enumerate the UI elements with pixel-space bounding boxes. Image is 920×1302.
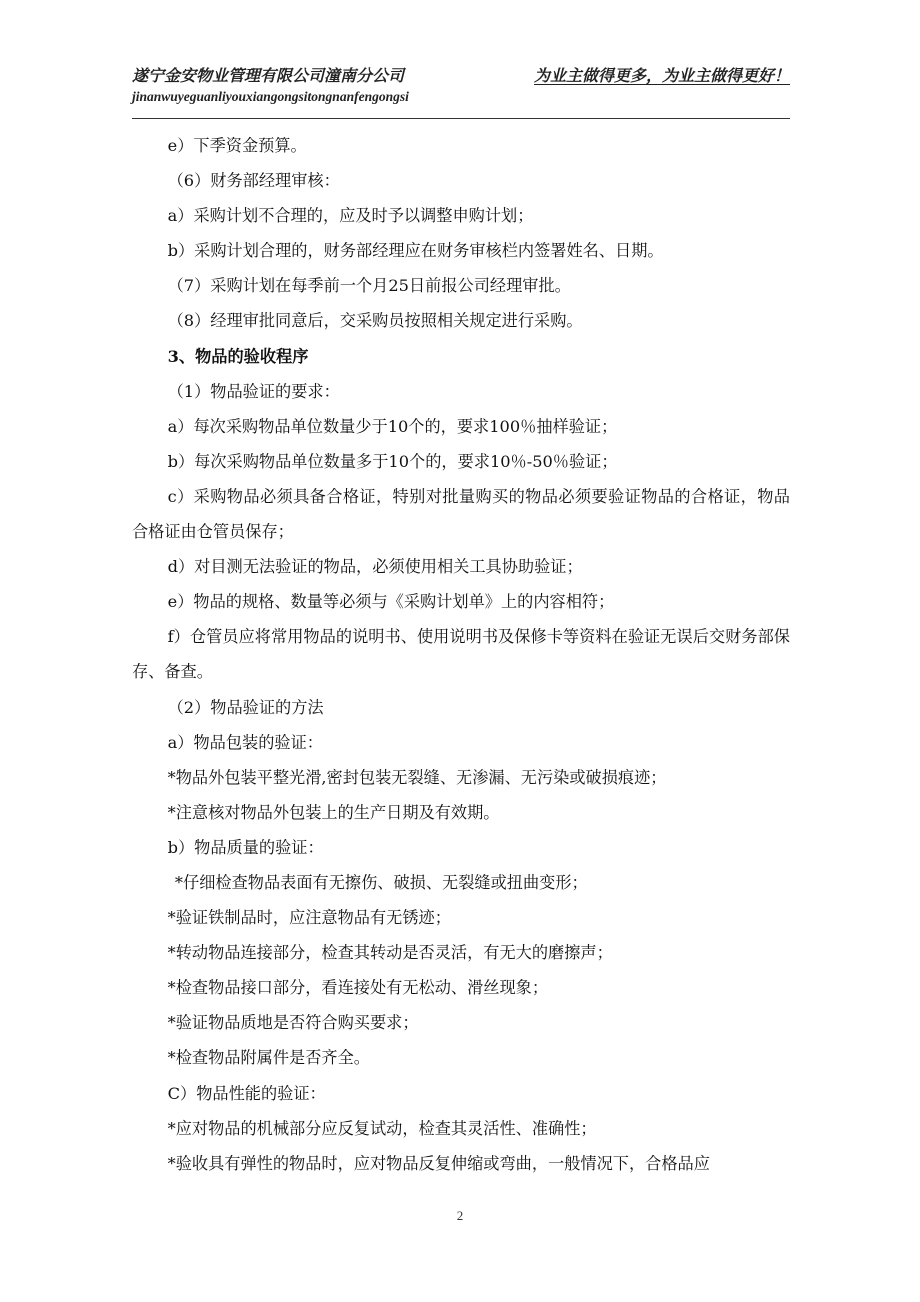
paragraph: a）每次采购物品单位数量少于10个的，要求100％抽样验证； [167, 416, 618, 436]
paragraph: b）采购计划合理的，财务部经理应在财务审核栏内签署姓名、日期。 [167, 241, 664, 261]
paragraph: c）采购物品必须具备合格证，特别对批量购买的物品必须要验证物品的合格证，物品合格证由仓管员保存； [132, 486, 790, 542]
paragraph: *验证物品质地是否符合购买要求； [167, 1013, 419, 1033]
paragraph: f）仓管员应将常用物品的说明书、使用说明书及保修卡等资料在验证无误后交财务部保存、备查。 [132, 627, 790, 682]
paragraph: *物品外包装平整光滑,密封包装无裂缝、无渗漏、无污染或破损痕迹； [167, 767, 667, 787]
paragraph: b）每次采购物品单位数量多于10个的，要求10％-50％验证； [167, 451, 618, 471]
paragraph: *应对物品的机械部分应反复试动，检查其灵活性、准确性； [167, 1118, 597, 1138]
paragraph: *检查物品接口部分，看连接处有无松动、滑丝现象； [167, 978, 549, 998]
document-body [132, 128, 790, 1181]
paragraph: C）物品性能的验证： [167, 1083, 326, 1103]
paragraph: （8）经理审批同意后，交采购员按照相关规定进行采购。 [167, 311, 583, 331]
header-company-name: 遂宁金安物业管理有限公司潼南分公司 [132, 66, 405, 85]
paragraph: a）物品包装的验证： [167, 732, 323, 752]
paragraph: （7）采购计划在每季前一个月25日前报公司经理审批。 [167, 276, 571, 296]
paragraph: （1）物品验证的要求： [167, 381, 340, 401]
paragraph: d）对目测无法验证的物品，必须使用相关工具协助验证； [167, 557, 583, 577]
paragraph: （6）财务部经理审核： [167, 171, 340, 191]
paragraph: e）下季资金预算。 [167, 136, 307, 155]
paragraph: e）物品的规格、数量等必须与《采购计划单》上的内容相符； [167, 592, 615, 612]
section-heading: 3、物品的验收程序 [167, 346, 309, 366]
paragraph: *检查物品附属件是否齐全。 [167, 1048, 370, 1068]
paragraph: *转动物品连接部分，检查其转动是否灵活，有无大的磨擦声； [167, 943, 613, 963]
paragraph: （2）物品验证的方法 [167, 697, 324, 717]
paragraph: *验证铁制品时，应注意物品有无锈迹； [167, 908, 451, 928]
paragraph: b）物品质量的验证： [167, 837, 324, 857]
header-slogan: 为业主做得更多，为业主做得更好！ [533, 66, 790, 85]
header-divider [132, 118, 790, 119]
paragraph: a）采购计划不合理的，应及时予以调整申购计划； [167, 206, 534, 226]
paragraph: *仔细检查物品表面有无擦伤、破损、无裂缝或扭曲变形； [174, 872, 588, 892]
paragraph: *注意核对物品外包装上的生产日期及有效期。 [167, 802, 500, 822]
paragraph: *验收具有弹性的物品时，应对物品反复伸缩或弯曲，一般情况下，合格品应 [167, 1153, 710, 1173]
header-company-pinyin: jinanwuyeguanliyouxiangongsitongnanfengongsi [132, 89, 409, 104]
page-number: 2 [456, 1208, 464, 1223]
